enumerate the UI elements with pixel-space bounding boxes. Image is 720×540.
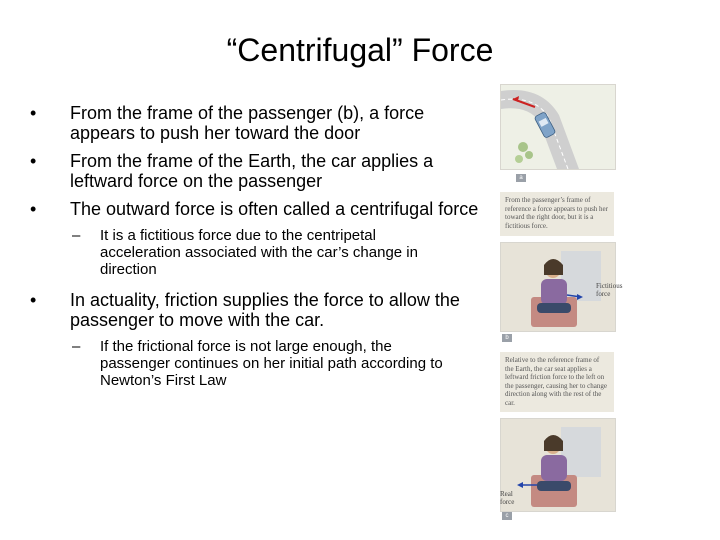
bullet-list	[28, 103, 488, 397]
bullet-item	[28, 103, 488, 143]
bullet-item	[28, 199, 488, 219]
bullet-item	[28, 151, 488, 191]
caption-b: From the passenger’s frame of reference a force appears to push her toward the right door, but it is a fictitious force.	[500, 192, 614, 236]
bullet-text: The outward force is often called a centrifugal force	[70, 199, 479, 219]
bullet-item	[28, 290, 488, 330]
bullet-text: From the frame of the passenger (b), a force appears to push her toward the door	[70, 103, 425, 143]
bullet-marker: •	[30, 151, 37, 171]
bullet-marker: •	[30, 103, 37, 123]
physics-figure	[498, 82, 623, 522]
sub-bullet-item	[70, 227, 450, 278]
panel-label-b: b	[502, 334, 512, 342]
panel-label-a: a	[516, 174, 526, 182]
bullet-marker: •	[30, 199, 37, 219]
sub-bullet-text: If the frictional force is not large enough, the passenger continues on her initial path according to Newton’s First Law	[100, 338, 443, 389]
fictitious-force-label: Fictitious force	[596, 282, 623, 298]
slide-title: “Centrifugal” Force	[226, 32, 494, 68]
sub-bullet-marker: –	[72, 227, 81, 244]
road-illustration	[501, 85, 615, 169]
sub-bullet-text: It is a fictitious force due to the centripetal acceleration associated with the car’s change in direction	[100, 227, 418, 278]
bullet-text: From the frame of the Earth, the car applies a leftward force on the passenger	[70, 151, 434, 191]
panel-label-c: c	[502, 512, 512, 520]
bullet-marker: •	[30, 290, 37, 310]
sub-bullet-item	[70, 338, 450, 389]
caption-c: Relative to the reference frame of the Earth, the car seat applies a leftward friction force to the left on the passenger, causing her to change direction along with the rest of the car.	[500, 352, 614, 412]
real-force-label: Real force	[500, 490, 515, 506]
panel-a-road-view	[500, 84, 616, 170]
bullet-text: In actuality, friction supplies the force to allow the passenger to move with the car.	[70, 290, 460, 330]
sub-bullet-marker: –	[72, 338, 81, 355]
